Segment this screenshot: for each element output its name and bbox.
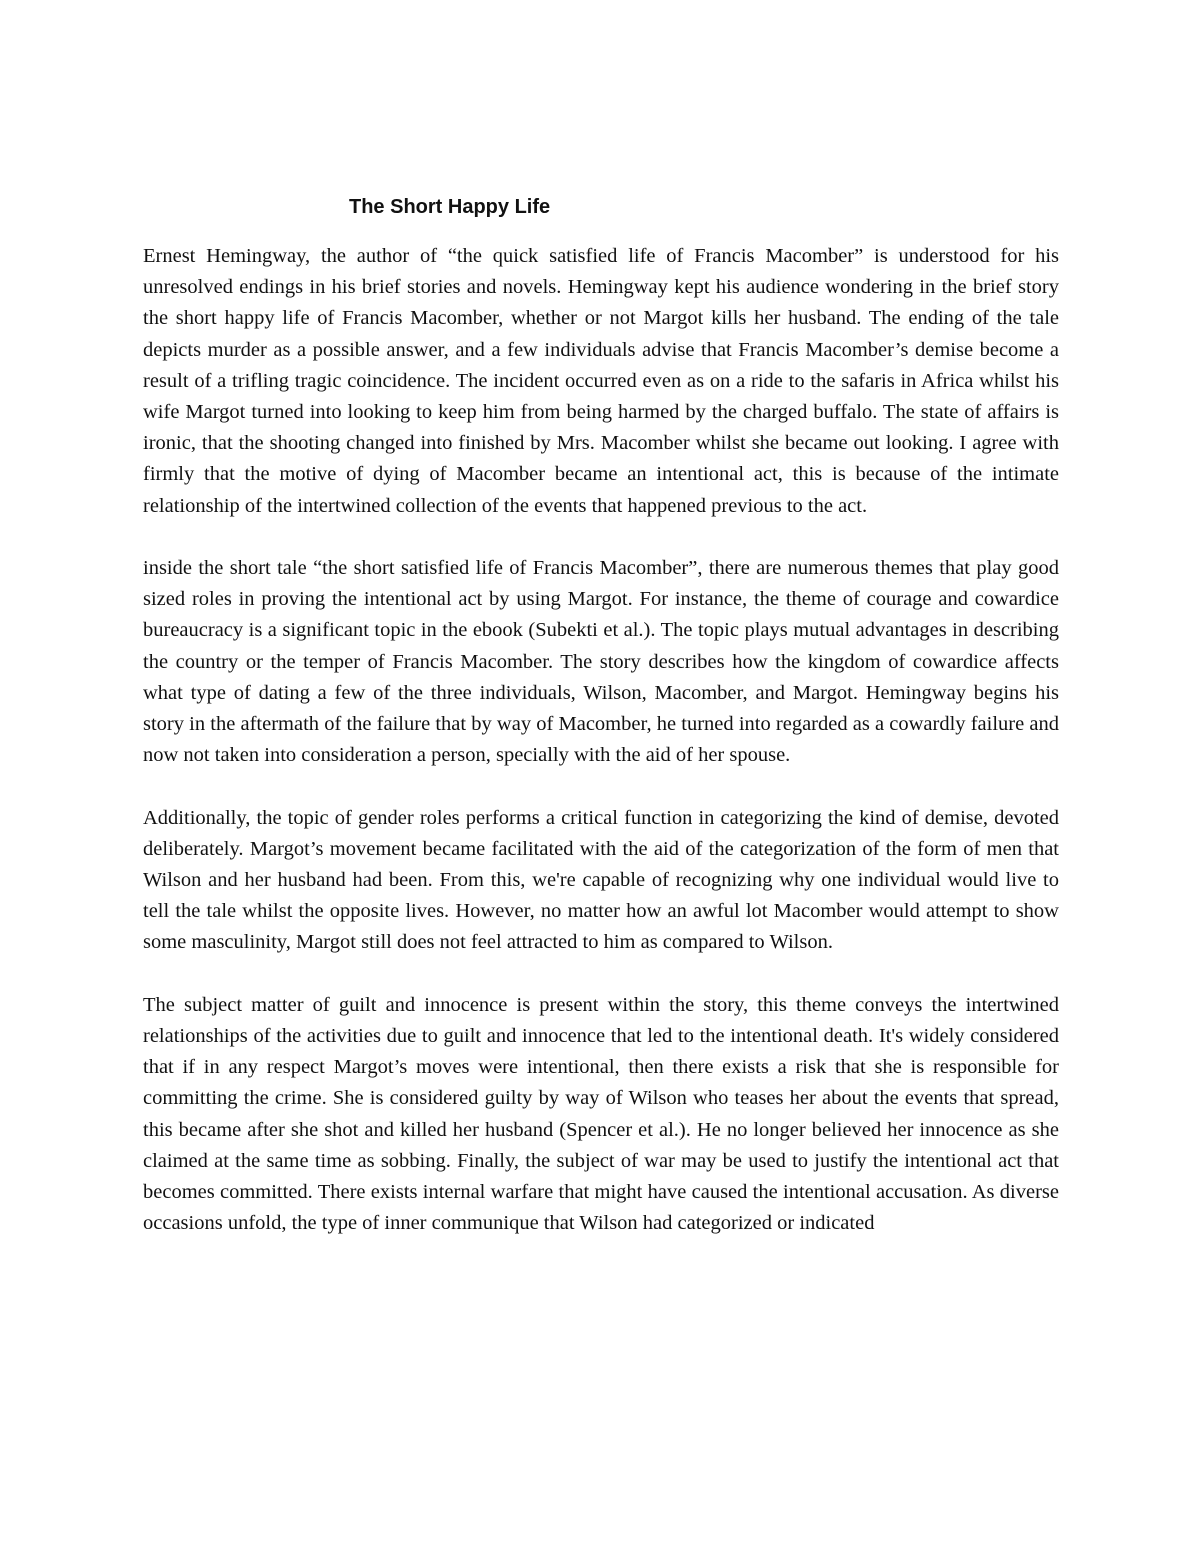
paragraph-3: Additionally, the topic of gender roles performs a critical function in categorizing the kind of demise, devoted deliberately. Margot’s movement became facilitated with the aid of the categorization of the form of men that Wilson and her husband had been. From this, we're capable of recognizing why one individual would live to tell the tale whilst the opposite lives. However, no matter how an awful lot Macomber would attempt to show some masculinity, Margot still does not feel attracted to him as compared to Wilson. [143, 806, 1059, 954]
paragraph-1: Ernest Hemingway, the author of “the quick satisfied life of Francis Macomber” is understood for his unresolved endings in his brief stories and novels. Hemingway kept his audience wondering in the brief story the short happy life of Francis Macomber, whether or not Margot kills her husband. The ending of the tale depicts murder as a possible answer, and a few individuals advise that Francis Macomber’s demise become a result of a trifling tragic coincidence. The incident occurred even as on a ride to the safaris in Africa whilst his wife Margot turned into looking to keep him from being harmed by the charged buffalo. The state of affairs is ironic, that the shooting changed into finished by Mrs. Macomber whilst she became out looking. I agree with firmly that the motive of dying of Macomber became an intentional act, this is because of the intimate relationship of the intertwined collection of the events that happened previous to the act. [143, 245, 1059, 517]
paragraph-4: The subject matter of guilt and innocence is present within the story, this theme conveys the intertwined relationships of the activities due to guilt and innocence that led to the intentional death. It's widely considered that if in any respect Margot’s moves were intentional, then there exists a risk that she is responsible for committing the crime. She is considered guilty by way of Wilson who teases her about the events that spread, this became after she shot and killed her husband (Spencer et al.). He no longer believed her innocence as she claimed at the same time as sobbing. Finally, the subject of war may be used to justify the intentional act that becomes committed. There exists internal warfare that might have caused the intentional accusation. As diverse occasions unfold, the type of inner communique that Wilson had categorized or indicated [143, 993, 1059, 1235]
document-body [143, 241, 1059, 1271]
document-title: The Short Happy Life [349, 196, 551, 218]
paragraph-2: inside the short tale “the short satisfied life of Francis Macomber”, there are numerous themes that play good sized roles in proving the intentional act by using Margot. For instance, the theme of courage and cowardice bureaucracy is a significant topic in the ebook (Subekti et al.). The topic plays mutual advantages in describing the country or the temper of Francis Macomber. The story describes how the kingdom of cowardice affects what type of dating a few of the three individuals, Wilson, Macomber, and Margot. Hemingway begins his story in the aftermath of the failure that by way of Macomber, he turned into regarded as a cowardly failure and now not taken into consideration a person, specially with the aid of her spouse. [143, 557, 1059, 767]
